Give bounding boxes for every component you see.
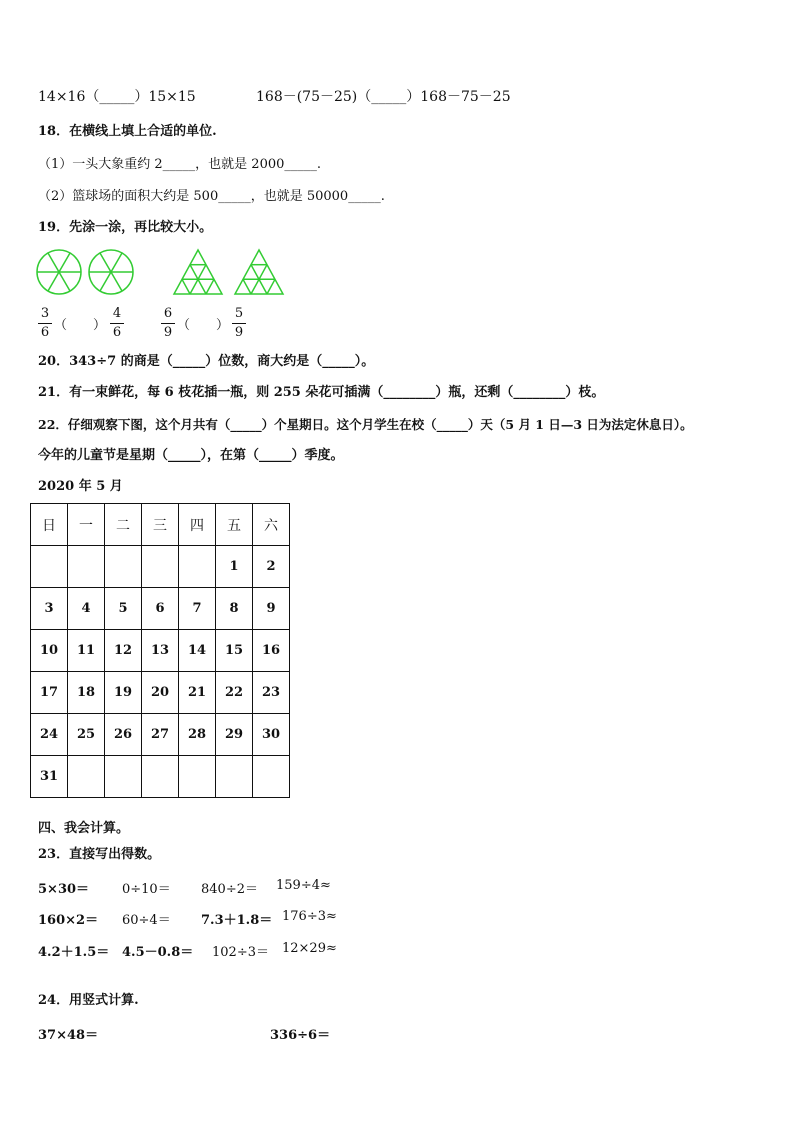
- calendar-cell: 28: [179, 714, 216, 756]
- calendar-cell: [142, 546, 179, 588]
- calendar-cell: 10: [31, 630, 68, 672]
- fraction-numerator: 4: [112, 306, 122, 321]
- q24-title: 24．用竖式计算.: [38, 993, 139, 1008]
- calendar-cell: 29: [216, 714, 253, 756]
- triangle-ninths-2: [235, 250, 283, 294]
- weekday-sat: 六: [253, 504, 290, 546]
- calendar-cell: [253, 756, 290, 798]
- fraction-shapes: [30, 244, 300, 300]
- calendar-week-row: [31, 588, 290, 630]
- weekday-sun: 日: [31, 504, 68, 546]
- calc-item: 176÷3≈: [282, 909, 337, 924]
- compare-left: 14×16（_____）15×15: [38, 89, 196, 105]
- compare-paren-2: （ ）: [177, 318, 230, 333]
- calendar-cell: 12: [105, 630, 142, 672]
- calendar-cell: 8: [216, 588, 253, 630]
- fraction-5-9: [232, 306, 246, 341]
- calendar-cell: 21: [179, 672, 216, 714]
- calendar-cell: 30: [253, 714, 290, 756]
- compare-right: 168－(75－25)（_____）168－75－25: [256, 89, 511, 105]
- calendar-cell: [105, 756, 142, 798]
- calendar-cell: [179, 756, 216, 798]
- weekday-fri: 五: [216, 504, 253, 546]
- calc-item: 840÷2＝: [201, 882, 258, 897]
- q20: 20．343÷7 的商是（_____）位数，商大约是（_____）。: [38, 354, 375, 369]
- calc-item: 160×2＝: [38, 913, 99, 928]
- calendar-cell: 19: [105, 672, 142, 714]
- calendar-cell: 17: [31, 672, 68, 714]
- q18-item1: （1）一头大象重约 2_____，也就是 2000_____.: [38, 157, 322, 172]
- q22-line1: 22．仔细观察下图，这个月共有（_____）个星期日。这个月学生在校（_____）天（5 月 1 日—3 日为法定休息日）。: [38, 417, 693, 432]
- calendar-cell: 18: [68, 672, 105, 714]
- triangle-ninths-1: [174, 250, 222, 294]
- weekday-thu: 四: [179, 504, 216, 546]
- weekday-wed: 三: [142, 504, 179, 546]
- calendar-cell: [216, 756, 253, 798]
- compare-paren-1: （ ）: [54, 318, 107, 333]
- fraction-denominator: 6: [40, 325, 50, 340]
- calc-item: 4.5－0.8＝: [122, 945, 194, 960]
- calendar-cell: 26: [105, 714, 142, 756]
- calc-item: 102÷3＝: [212, 945, 269, 960]
- calc-item: 7.3＋1.8＝: [201, 913, 273, 928]
- vertical-calc-item: 336÷6＝: [270, 1028, 331, 1043]
- fraction-6-9: [161, 306, 175, 341]
- fraction-denominator: 9: [234, 325, 244, 340]
- fraction-4-6: [110, 306, 124, 341]
- q23-title: 23．直接写出得数。: [38, 847, 161, 862]
- fraction-3-6: [38, 306, 52, 341]
- q22-line2: 今年的儿童节是星期（_____），在第（_____）季度。: [38, 448, 344, 463]
- vertical-calc-item: 37×48＝: [38, 1028, 99, 1043]
- calendar-cell: 1: [216, 546, 253, 588]
- calc-item: 5×30＝: [38, 882, 90, 897]
- calendar-cell: [68, 756, 105, 798]
- calendar-cell: 13: [142, 630, 179, 672]
- calendar-cell: 9: [253, 588, 290, 630]
- q19-title: 19．先涂一涂，再比较大小。: [38, 220, 213, 235]
- calc-item: 4.2＋1.5＝: [38, 945, 110, 960]
- calendar-cell: 7: [179, 588, 216, 630]
- calendar-week-row: [31, 672, 290, 714]
- section4-heading: 四、我会计算。: [38, 821, 130, 836]
- fraction-numerator: 5: [234, 306, 244, 321]
- calendar-cell: [179, 546, 216, 588]
- calendar-cell: 5: [105, 588, 142, 630]
- calendar-cell: [142, 756, 179, 798]
- fraction-denominator: 6: [112, 325, 122, 340]
- calendar-title: 2020 年 5 月: [38, 479, 123, 494]
- calendar-cell: 4: [68, 588, 105, 630]
- calendar-cell: 24: [31, 714, 68, 756]
- calendar-cell: 16: [253, 630, 290, 672]
- fraction-numerator: 6: [163, 306, 173, 321]
- calendar-week-row: [31, 546, 290, 588]
- circle-sixths-1: [37, 250, 81, 294]
- calendar-cell: 14: [179, 630, 216, 672]
- fraction-numerator: 3: [40, 306, 50, 321]
- calendar-week-row: [31, 756, 290, 798]
- calendar-cell: 31: [31, 756, 68, 798]
- calc-item: 12×29≈: [282, 941, 337, 956]
- calendar-cell: 11: [68, 630, 105, 672]
- weekday-tue: 二: [105, 504, 142, 546]
- calendar-cell: 15: [216, 630, 253, 672]
- q18-title: 18．在横线上填上合适的单位.: [38, 124, 217, 139]
- calendar-cell: 23: [253, 672, 290, 714]
- calendar-cell: 25: [68, 714, 105, 756]
- q18-item2: （2）篮球场的面积大约是 500_____，也就是 50000_____.: [38, 189, 385, 204]
- circle-sixths-2: [89, 250, 133, 294]
- calendar-week-row: [31, 714, 290, 756]
- calendar-cell: [105, 546, 142, 588]
- calendar-cell: 20: [142, 672, 179, 714]
- calendar-header-row: [31, 504, 290, 546]
- calendar-cell: 6: [142, 588, 179, 630]
- calendar-week-row: [31, 630, 290, 672]
- calendar-cell: [31, 546, 68, 588]
- calendar-cell: 3: [31, 588, 68, 630]
- calendar-cell: [68, 546, 105, 588]
- calendar-cell: 27: [142, 714, 179, 756]
- calc-item: 0÷10＝: [122, 882, 171, 897]
- q21: 21．有一束鲜花，每 6 枝花插一瓶，则 255 朵花可插满（________）瓶，还剩（________）枝。: [38, 385, 605, 400]
- calc-item: 60÷4＝: [122, 913, 171, 928]
- calendar-cell: 2: [253, 546, 290, 588]
- fraction-denominator: 9: [163, 325, 173, 340]
- calendar-table: [30, 503, 290, 798]
- calc-item: 159÷4≈: [276, 878, 331, 893]
- calendar-cell: 22: [216, 672, 253, 714]
- weekday-mon: 一: [68, 504, 105, 546]
